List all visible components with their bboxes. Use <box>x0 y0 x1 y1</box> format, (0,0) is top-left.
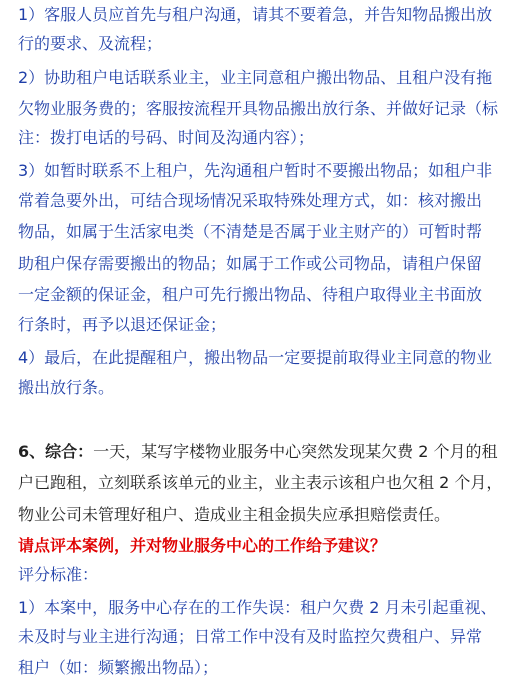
answer-line-9: 助租户保存需要搬出的物品；如属于工作或公司物品，请租户保留 <box>18 254 483 273</box>
answer-line-10: 一定金额的保证金，租户可先行搬出物品、待租户取得业主书面放 <box>18 285 483 304</box>
answer-line-3: 2）协助租户电话联系业主，业主同意租户搬出物品、且租户没有拖 <box>18 68 493 87</box>
criteria-line-2: 未及时与业主进行沟通；日常工作中没有及时监控欠费租户、异常 <box>18 627 483 646</box>
answer-line-6: 3）如暂时联系不上租户，先沟通租户暂时不要搬出物品；如租户非 <box>18 161 493 180</box>
criteria-label: 评分标准： <box>18 565 99 584</box>
answer-line-13: 搬出放行条。 <box>18 378 115 397</box>
case-line-1 <box>18 441 506 463</box>
case-line-2: 户已跑租，立刻联系该单元的业主，业主表示该租户也欠租 2 个月， <box>18 473 503 492</box>
case-label: 6、综合： <box>18 442 94 461</box>
answer-line-5: 注：拨打电话的号码、时间及沟通内容）； <box>18 128 315 147</box>
criteria-line-1: 1）本案中，服务中心存在的工作失误：租户欠费 2 月未引起重视、 <box>18 598 497 617</box>
answer-line-8: 物品，如属于生活家电类（不清楚是否属于业主财产的）可暂时帮 <box>18 222 483 241</box>
criteria-line-3: 租户（如：频繁搬出物品）； <box>18 658 219 677</box>
case-line-3: 物业公司未管理好租户、造成业主租金损失应承担赔偿责任。 <box>18 505 451 524</box>
answer-line-11: 行条时，再予以退还保证金； <box>18 315 227 334</box>
answer-line-1: 1）客服人员应首先与租户沟通，请其不要着急，并告知物品搬出放 <box>18 5 493 24</box>
case-first-line: 一天，某写字楼物业服务中心突然发现某欠费 2 个月的租 <box>93 442 498 461</box>
answer-line-4: 欠物业服务费的；客服按流程开具物品搬出放行条、并做好记录（标 <box>18 99 499 118</box>
case-question: 请点评本案例，并对物业服务中心的工作给予建议？ <box>18 536 387 555</box>
answer-line-12: 4）最后，在此提醒租户，搬出物品一定要提前取得业主同意的物业 <box>18 348 493 367</box>
answer-line-2: 行的要求、及流程； <box>18 34 163 53</box>
answer-line-7: 常着急要外出，可结合现场情况采取特殊处理方式，如：核对搬出 <box>18 191 483 210</box>
